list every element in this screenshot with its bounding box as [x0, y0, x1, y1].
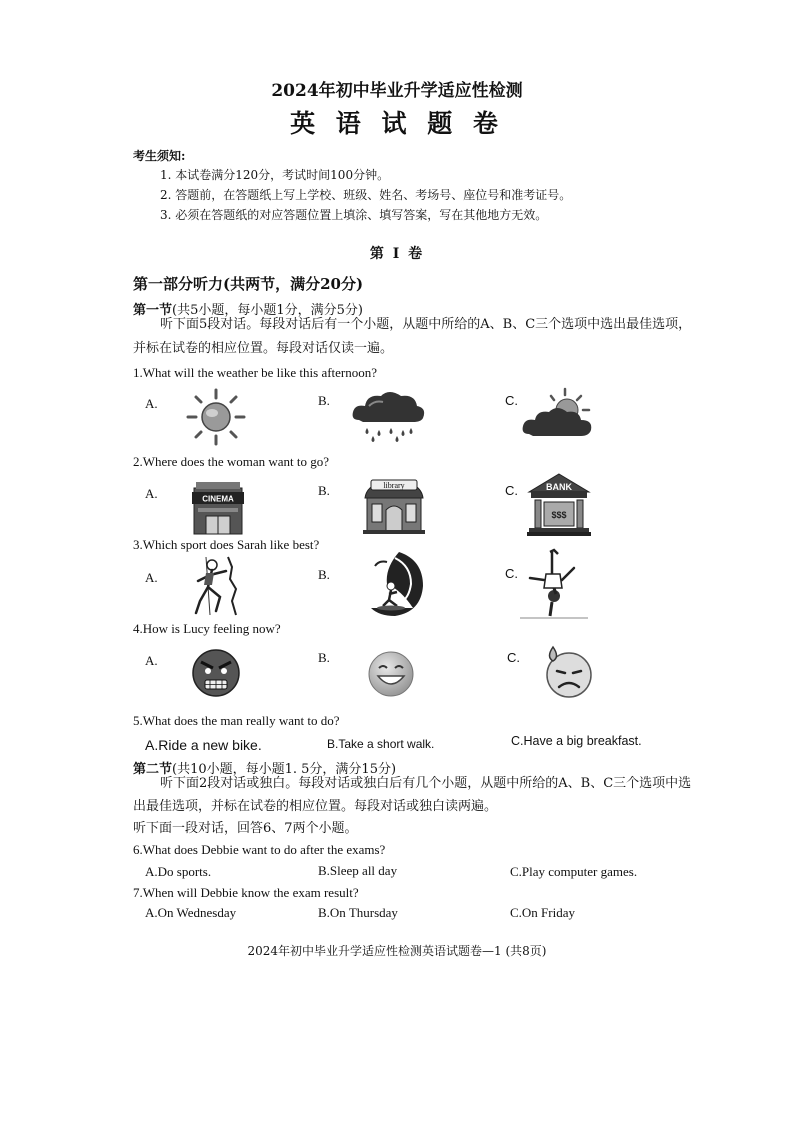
breakdance-icon: [516, 548, 592, 620]
library-building-icon: [361, 476, 427, 534]
part1-title: 第一部分听力(共两节，满分20分): [133, 275, 364, 293]
notice-item-1: 1. 本试卷满分120分，考试时间100分钟。: [160, 168, 390, 182]
q5-option-a: A.Ride a new bike.: [145, 737, 262, 753]
surfing-icon: [365, 550, 425, 618]
section2-info: (共10小题，每小题1. 5分，满分15分): [172, 762, 397, 777]
q1-option-c: C.: [505, 393, 518, 408]
bank-dollar-sign: $$$: [551, 510, 567, 520]
section1-instruction-1: 听下面5段对话。每段对话后有一个小题，从题中所给的A、B、C三个选项中选出最佳选项，: [160, 317, 692, 332]
q6-option-a: A.Do sports.: [145, 864, 212, 879]
question-4: 4.How is Lucy feeling now?: [133, 621, 281, 636]
section1-info: (共5小题，每小题1分，满分5分): [172, 303, 363, 318]
cinema-building-icon: [190, 478, 246, 536]
bank-building-icon: [527, 472, 591, 536]
question-7: 7.When will Debbie know the exam result?: [133, 885, 359, 900]
question-2: 2.Where does the woman want to go?: [133, 454, 330, 469]
q2-option-c: C.: [505, 483, 518, 498]
q7-option-b: B.On Thursday: [318, 905, 398, 920]
notice-heading: 考生须知:: [133, 149, 186, 163]
question-5: 5.What does the man really want to do?: [133, 713, 340, 728]
question-3: 3.Which sport does Sarah like best?: [133, 537, 320, 552]
section1-instruction-2: 并标在试卷的相应位置。每段对话仅读一遍。: [133, 341, 394, 356]
laughing-face-icon: [367, 650, 415, 698]
rain-cloud-icon: [349, 388, 427, 444]
question-1: 1.What will the weather be like this afternoon?: [133, 365, 378, 380]
q6-option-b: B.Sleep all day: [318, 863, 398, 878]
q6-option-c: C.Play computer games.: [510, 864, 638, 879]
sun-behind-cloud-icon: [521, 388, 597, 440]
q3-option-c: C.: [505, 566, 518, 581]
bank-sign: BANK: [546, 482, 572, 492]
q3-option-a: A.: [145, 570, 158, 585]
q1-option-b: B.: [318, 393, 330, 408]
section2-instruction-1: 听下面2段对话或独白。每段对话或独白后有几个小题，从题中所给的A、B、C三个选项中选: [160, 776, 692, 791]
section2-instruction-2: 出最佳选项，并标在试卷的相应位置。每段对话或独白读两遍。: [133, 799, 498, 814]
library-sign: library: [383, 481, 405, 490]
exam-subtitle: 英 语 试 题 卷: [290, 109, 504, 138]
page-footer: 2024年初中毕业升学适应性检测英语试题卷—1 (共8页): [247, 944, 547, 958]
notice-item-3: 3. 必须在答题纸的对应答题位置上填涂、填写答案，写在其他地方无效。: [160, 208, 548, 222]
rock-climbing-icon: [186, 555, 242, 617]
q1-option-a: A.: [145, 396, 158, 411]
cinema-sign: CINEMA: [202, 494, 234, 504]
volume-label: 第 I 卷: [369, 246, 425, 262]
q3-option-b: B.: [318, 567, 330, 582]
sun-icon: [186, 388, 246, 446]
sweating-sad-face-icon: [543, 643, 595, 699]
section1-title: 第一节: [133, 303, 173, 318]
notice-item-2: 2. 答题前，在答题纸上写上学校、班级、姓名、考场号、座位号和准考证号。: [160, 188, 572, 202]
q4-option-a: A.: [145, 653, 158, 668]
section2-lead: 听下面一段对话，回答6、7两个小题。: [133, 821, 358, 836]
q4-option-c: C.: [507, 650, 520, 665]
q4-option-b: B.: [318, 650, 330, 665]
angry-face-icon: [191, 648, 241, 698]
exam-title: 2024年初中毕业升学适应性检测: [271, 81, 523, 101]
q2-option-b: B.: [318, 483, 330, 498]
q7-option-c: C.On Friday: [510, 905, 575, 920]
q5-option-c: C.Have a big breakfast.: [511, 734, 642, 748]
section2-title: 第二节: [133, 762, 173, 777]
q5-option-b: B.Take a short walk.: [327, 737, 435, 751]
q7-option-a: A.On Wednesday: [145, 905, 237, 920]
q2-option-a: A.: [145, 486, 158, 501]
question-6: 6.What does Debbie want to do after the exams?: [133, 842, 386, 857]
